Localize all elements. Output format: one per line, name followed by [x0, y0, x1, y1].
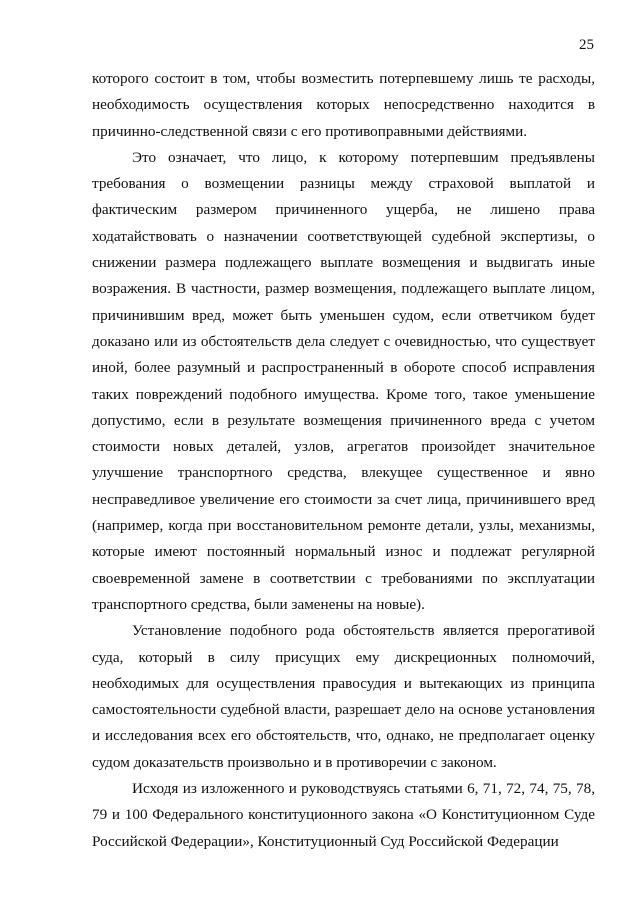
text-line: судом доказательств произвольно и в противоречии с законом.	[92, 753, 497, 771]
text-line: необходимость осуществления которых непосредственно находится в	[92, 96, 595, 114]
paragraph	[92, 145, 595, 618]
text-line: своевременной замене в соответствии с требованиями по эксплуатации	[92, 569, 595, 587]
text-line: требования о возмещении разницы между страховой выплатой и	[92, 175, 595, 193]
text-line: необходимых для осуществления правосудия и вытекающих из принципа	[92, 674, 595, 692]
text-line: самостоятельности судебной власти, разрешает дело на основе установления	[92, 701, 595, 719]
text-line: Установление подобного рода обстоятельств является прерогативой	[132, 622, 595, 640]
paragraph	[92, 66, 595, 145]
text-line: несправедливое увеличение его стоимости за счет лица, причинившего вред	[92, 490, 595, 508]
text-line: допустимо, если в результате возмещения причиненного вреда с учетом	[92, 411, 595, 429]
text-line: причинившим вред, может быть уменьшен судом, если ответчиком будет	[92, 306, 595, 324]
text-line: 79 и 100 Федерального конституционного закона «О Конституционном Суде	[92, 806, 595, 824]
paragraph	[92, 618, 595, 776]
document-body	[92, 66, 595, 855]
paragraph	[92, 776, 595, 855]
text-line: Российской Федерации», Конституционный Суд Российской Федерации	[92, 832, 559, 850]
text-line: Исходя из изложенного и руководствуясь статьями 6, 71, 72, 74, 75, 78,	[132, 780, 595, 798]
text-line: возражения. В частности, размер возмещения, подлежащего выплате лицом,	[92, 280, 595, 298]
text-line: которого состоит в том, чтобы возместить потерпевшему лишь те расходы,	[92, 70, 595, 87]
text-line: снижении размера подлежащего выплате возмещения и выдвигать иные	[92, 254, 595, 272]
text-line: улучшение транспортного средства, влекущее существенное и явно	[92, 464, 595, 482]
page-number: 25	[579, 37, 594, 53]
text-line: причинно-следственной связи с его противоправными действиями.	[92, 122, 528, 140]
text-line: иной, более разумный и распространенный в обороте способ исправления	[92, 359, 595, 377]
text-line: стоимости новых деталей, узлов, агрегатов произойдет значительное	[92, 438, 595, 456]
text-line: (например, когда при восстановительном ремонте детали, узлы, механизмы,	[92, 517, 595, 535]
text-line: ходатайствовать о назначении соответствующей судебной экспертизы, о	[92, 227, 595, 245]
text-line: таких повреждений подобного имущества. Кроме того, такое уменьшение	[92, 385, 595, 403]
text-line: фактическим размером причиненного ущерба, не лишено права	[92, 201, 595, 219]
text-line: доказано или из обстоятельств дела следует с очевидностью, что существует	[92, 332, 595, 350]
text-line: суда, который в силу присущих ему дискреционных полномочий,	[92, 648, 595, 666]
text-line: транспортного средства, были заменены на новые).	[92, 595, 425, 613]
text-line: которые имеют постоянный нормальный износ и подлежат регулярной	[92, 543, 595, 561]
text-line: Это означает, что лицо, к которому потерпевшим предъявлены	[132, 148, 595, 166]
text-line: и исследования всех его обстоятельств, что, однако, не предполагает оценку	[92, 727, 595, 745]
